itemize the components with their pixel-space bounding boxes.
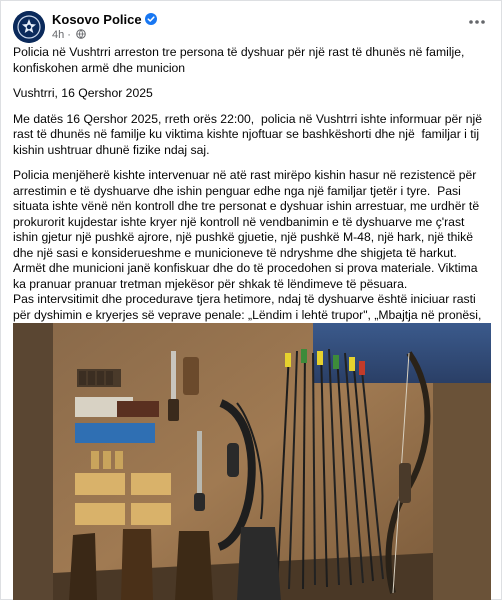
- post-paragraph-intervention: Policia menjëherë kishte intervenuar në atë rast mirëpo kishin hasur në rezistencë për arrestimin e të dyshuarve dhe ishin penguar edhe nga një familjar tjetër i tyre. Pasi situata ishte vënë nën kontroll dhe tre personat e dyshuar ishin arrestuar, me urdhër të prokurorit kujdestar ishte kryer një kontroll në vendbanimin e të dyshuarve me ç'rast ishin gjetur një pushkë ajrore, një pushkë gjuetie, një pushkë M-48, një hark, një thikë dhe një sasi e konsiderueshme e municioneve të ndryshme dhe shigjeta të harkut. Armët dhe municioni janë konfiskuar dhe do të procedohen si prova materiale. Viktima ka pranuar pranuar tretman mjekësor për shkak të lëndimeve të pësuara.: [13, 168, 483, 291]
- confiscated-weapons-photo[interactable]: [13, 323, 491, 600]
- post-timestamp[interactable]: 4h: [52, 29, 65, 41]
- post-paragraph-charges: Pas intervsitimit dhe procedurave tjera hetimore, ndaj të dyshuarve është iniciuar rasti për dyshimin e kryerjes së veprave penale: „Lëndim i lehtë trupor", „Mbajtja në pronësi,: [13, 292, 482, 322]
- kosovo-police-emblem-icon: [13, 11, 45, 43]
- page-name[interactable]: Kosovo Police: [52, 12, 142, 27]
- post-header: [1, 1, 501, 45]
- post-paragraph-incident: Me datës 16 Qershor 2025, rreth orës 22:00, policia në Vushtrri ishte informuar për një rast të dhunës në familje ku viktima kishte njoftuar se bashkëshorti dhe një familjar i tij kishin ushtruar dhunë fizike ndaj saj.: [13, 111, 486, 157]
- post-headline: Policia në Vushtrri arreston tre persona të dyshuar për një rast të dhunës në familje, konfiskohen armë dhe municion: [13, 45, 468, 75]
- page-avatar[interactable]: [13, 11, 45, 43]
- more-options-icon[interactable]: [467, 17, 487, 27]
- page-name-line: [52, 12, 157, 27]
- post-meta: 4h ·: [52, 29, 86, 41]
- post-dateline: Vushtrri, 16 Qershor 2025: [13, 86, 153, 100]
- globe-icon: [76, 29, 86, 39]
- weapons-photo-illustration: [13, 323, 491, 600]
- verified-badge-icon: [145, 13, 157, 25]
